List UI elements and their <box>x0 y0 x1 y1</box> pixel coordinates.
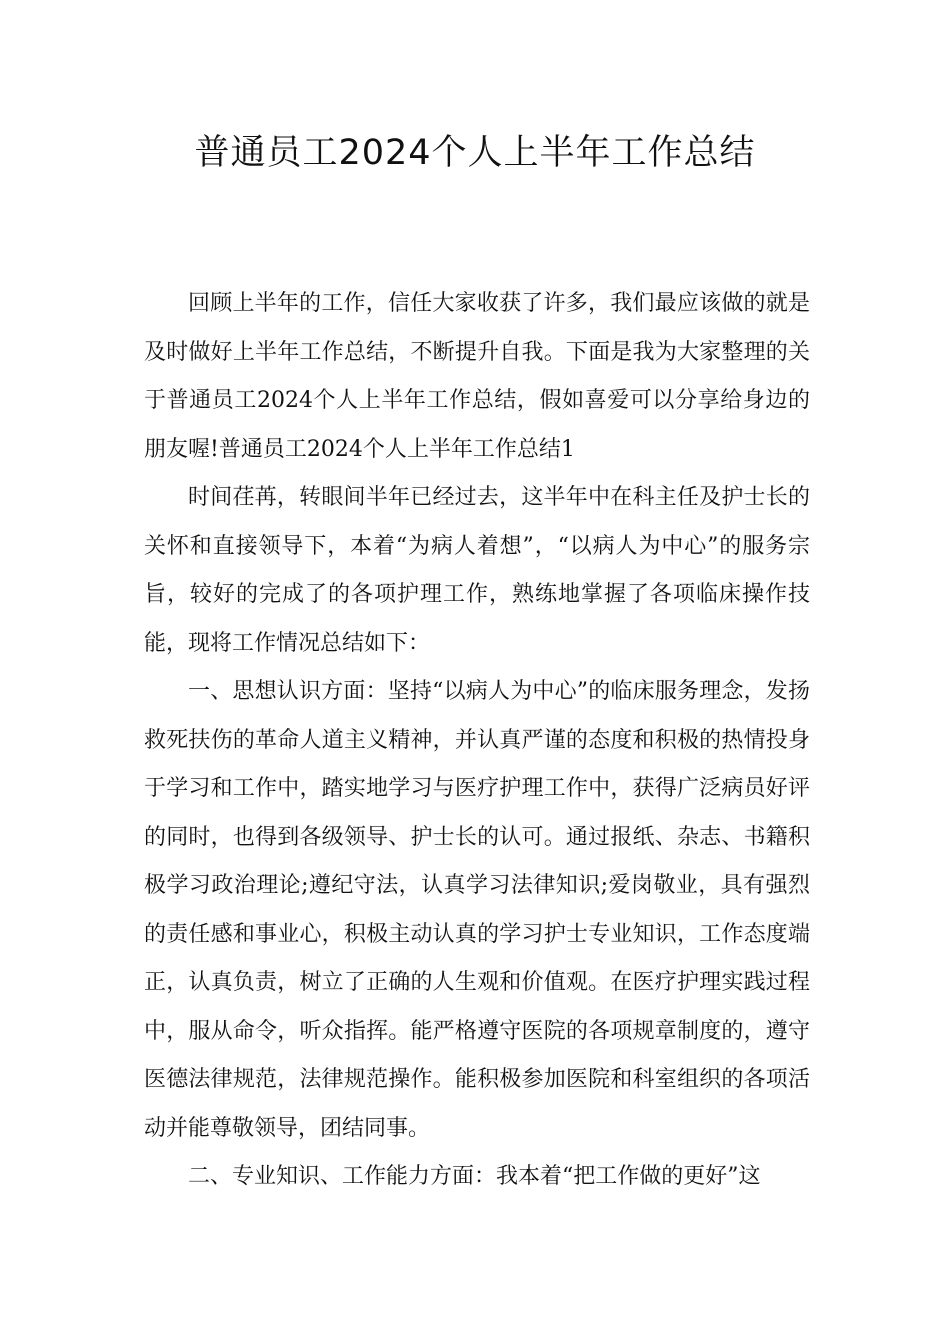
paragraph-professional: 二、专业知识、工作能力方面：我本着“把工作做的更好”这 <box>188 1164 761 1189</box>
document-body <box>144 280 810 1202</box>
paragraph-ideology: 一、思想认识方面：坚持“以病人为中心”的临床服务理念，发扬救死扶伤的革命人道主义精神，并认真严谨的态度和积极的热情投身于学习和工作中，踏实地学习与医疗护理工作中，获得广泛病员好评的同时，也得到各级领导、护士长的认可。通过报纸、杂志、书籍积极学习政治理论;遵纪守法，认真学习法律知识;爱岗敬业，具有强烈的责任感和事业心，积极主动认真的学习护士专业知识，工作态度端正，认真负责，树立了正确的人生观和价值观。在医疗护理实践过程中，服从命令，听众指挥。能严格遵守医院的各项规章制度的，遵守医德法律规范，法律规范操作。能积极参加医院和科室组织的各项活动并能尊敬领导，团结同事。 <box>144 679 810 1141</box>
paragraph-intro: 回顾上半年的工作，信任大家收获了许多，我们最应该做的就是及时做好上半年工作总结，不断提升自我。下面是我为大家整理的关于普通员工2024个人上半年工作总结，假如喜爱可以分享给身边的朋友喔!普通员工2024个人上半年工作总结1 <box>144 291 810 462</box>
paragraph-overview: 时间荏苒，转眼间半年已经过去，这半年中在科主任及护士长的关怀和直接领导下，本着“为病人着想”，“以病人为中心”的服务宗旨，较好的完成了的各项护理工作，熟练地掌握了各项临床操作技能，现将工作情况总结如下： <box>144 485 810 656</box>
document-title: 普通员工2024个人上半年工作总结 <box>194 133 756 173</box>
